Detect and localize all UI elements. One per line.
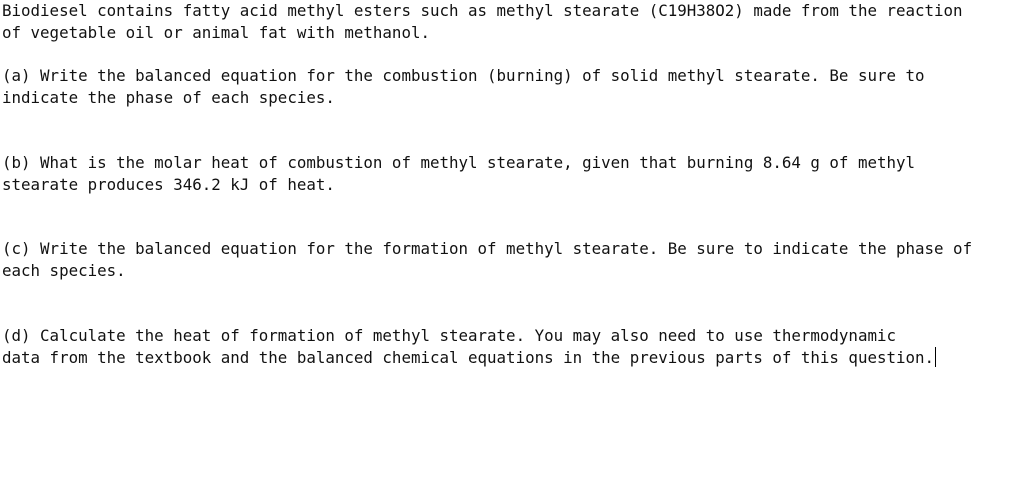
part-d-line-1: (d) Calculate the heat of formation of methyl stearate. You may also need to use thermodynamic [2, 326, 896, 345]
part-a-line-1: (a) Write the balanced equation for the combustion (burning) of solid methyl stearate. Be sure to [2, 66, 925, 85]
text-document[interactable] [2, 0, 1022, 367]
part-c-line-2: each species. [2, 261, 126, 280]
part-d-line-2-text: data from the textbook and the balanced chemical equations in the previous parts of this question. [2, 348, 935, 367]
part-b-line-2: stearate produces 346.2 kJ of heat. [2, 175, 335, 194]
text-cursor [935, 347, 936, 367]
part-c-line-1: (c) Write the balanced equation for the formation of methyl stearate. Be sure to indicate the phase of [2, 239, 973, 258]
part-d-line-2 [2, 347, 936, 369]
intro-line-2: of vegetable oil or animal fat with methanol. [2, 23, 430, 42]
part-a-line-2: indicate the phase of each species. [2, 88, 335, 107]
part-b-line-1: (b) What is the molar heat of combustion of methyl stearate, given that burning 8.64 g of methyl [2, 153, 916, 172]
intro-line-1: Biodiesel contains fatty acid methyl esters such as methyl stearate (C19H38O2) made from the reaction [2, 1, 963, 20]
